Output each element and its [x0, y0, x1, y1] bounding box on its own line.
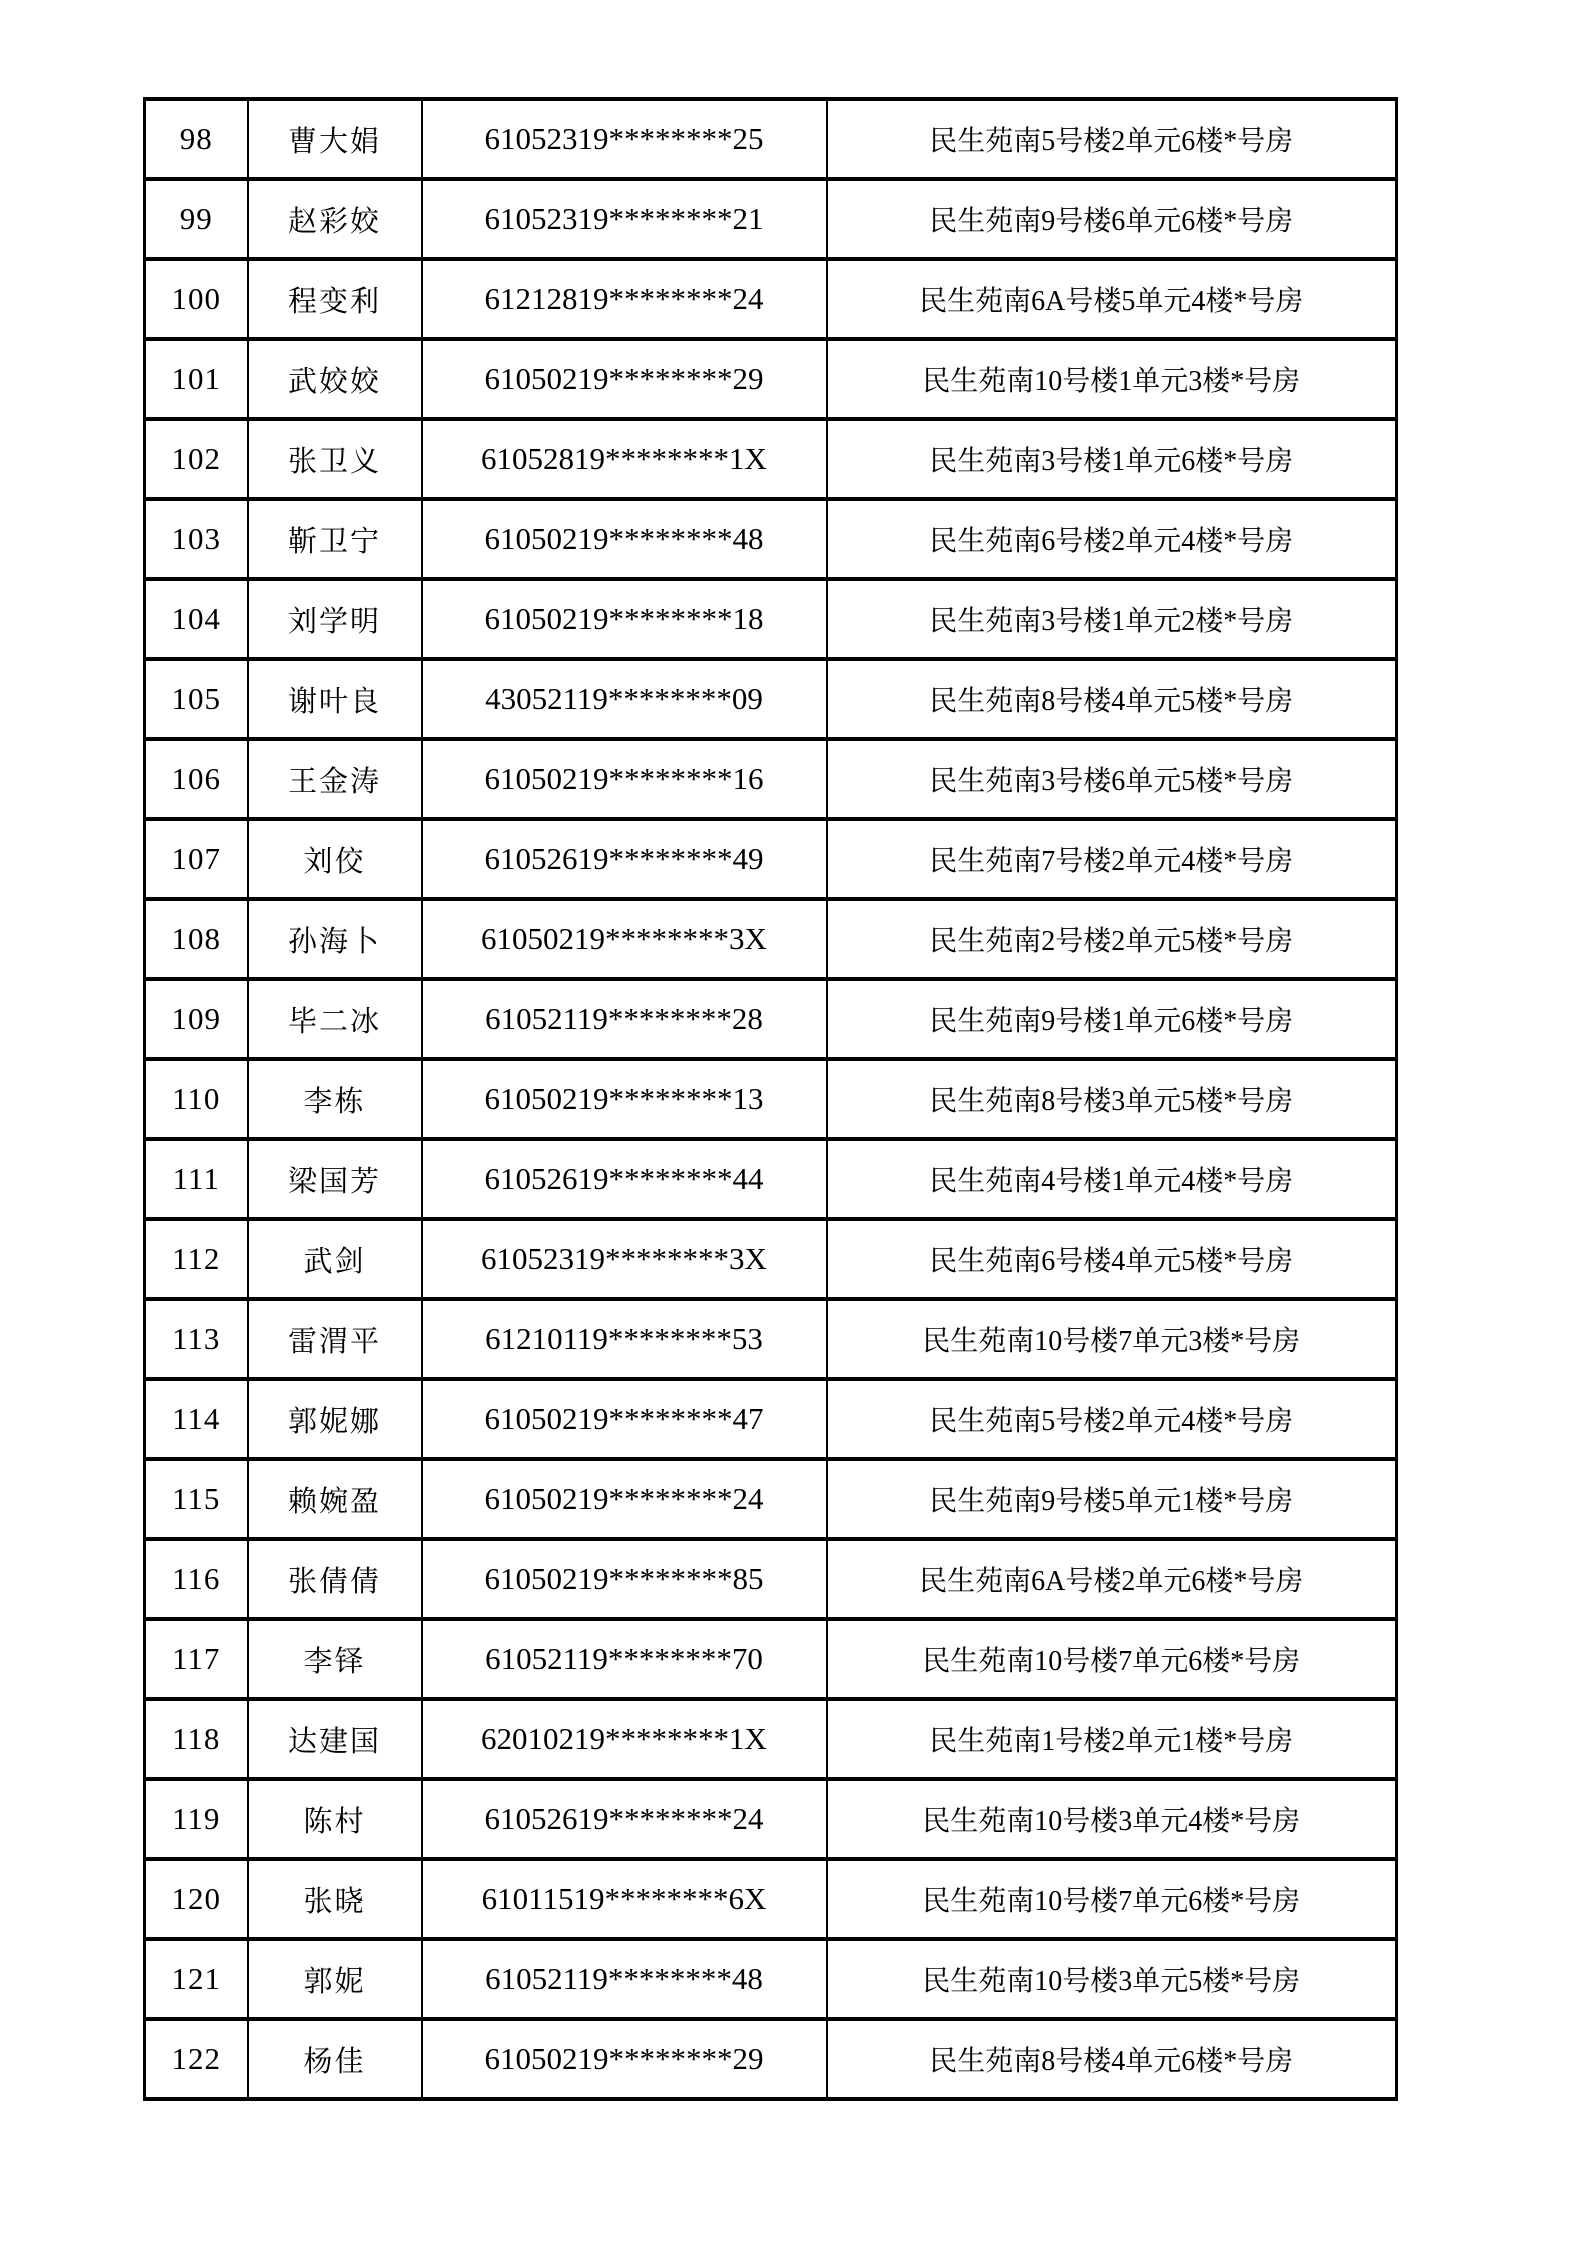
- table-row: [145, 819, 1397, 899]
- row-number-cell: 106: [145, 739, 248, 819]
- address-cell: 民生苑南6A号楼5单元4楼*号房: [827, 259, 1397, 339]
- name-cell: 李栋: [248, 1059, 422, 1139]
- name-cell: 刘佼: [248, 819, 422, 899]
- address-cell: 民生苑南10号楼3单元4楼*号房: [827, 1779, 1397, 1859]
- table-row: [145, 1219, 1397, 1299]
- id-number-cell: 61050219********47: [422, 1379, 827, 1459]
- address-cell: 民生苑南8号楼3单元5楼*号房: [827, 1059, 1397, 1139]
- row-number-cell: 111: [145, 1139, 248, 1219]
- roster-table-body: [145, 99, 1397, 2099]
- address-cell: 民生苑南10号楼7单元6楼*号房: [827, 1859, 1397, 1939]
- id-number-cell: 61050219********48: [422, 499, 827, 579]
- table-row: [145, 499, 1397, 579]
- row-number-cell: 101: [145, 339, 248, 419]
- name-cell: 张倩倩: [248, 1539, 422, 1619]
- row-number-cell: 105: [145, 659, 248, 739]
- id-number-cell: 43052119********09: [422, 659, 827, 739]
- address-cell: 民生苑南3号楼6单元5楼*号房: [827, 739, 1397, 819]
- name-cell: 程变利: [248, 259, 422, 339]
- address-cell: 民生苑南3号楼1单元6楼*号房: [827, 419, 1397, 499]
- name-cell: 陈村: [248, 1779, 422, 1859]
- row-number-cell: 109: [145, 979, 248, 1059]
- table-row: [145, 1539, 1397, 1619]
- name-cell: 张晓: [248, 1859, 422, 1939]
- row-number-cell: 114: [145, 1379, 248, 1459]
- table-row: [145, 179, 1397, 259]
- id-number-cell: 61052319********21: [422, 179, 827, 259]
- row-number-cell: 107: [145, 819, 248, 899]
- row-number-cell: 117: [145, 1619, 248, 1699]
- address-cell: 民生苑南10号楼7单元6楼*号房: [827, 1619, 1397, 1699]
- name-cell: 李铎: [248, 1619, 422, 1699]
- table-row: [145, 979, 1397, 1059]
- name-cell: 武剑: [248, 1219, 422, 1299]
- address-cell: 民生苑南9号楼5单元1楼*号房: [827, 1459, 1397, 1539]
- row-number-cell: 103: [145, 499, 248, 579]
- name-cell: 郭妮: [248, 1939, 422, 2019]
- id-number-cell: 61050219********85: [422, 1539, 827, 1619]
- id-number-cell: 61052119********48: [422, 1939, 827, 2019]
- row-number-cell: 116: [145, 1539, 248, 1619]
- name-cell: 雷渭平: [248, 1299, 422, 1379]
- row-number-cell: 122: [145, 2019, 248, 2099]
- id-number-cell: 61210119********53: [422, 1299, 827, 1379]
- table-row: [145, 1699, 1397, 1779]
- row-number-cell: 99: [145, 179, 248, 259]
- id-number-cell: 61052619********24: [422, 1779, 827, 1859]
- id-number-cell: 61050219********18: [422, 579, 827, 659]
- name-cell: 谢叶良: [248, 659, 422, 739]
- row-number-cell: 104: [145, 579, 248, 659]
- row-number-cell: 108: [145, 899, 248, 979]
- table-row: [145, 1299, 1397, 1379]
- table-row: [145, 259, 1397, 339]
- address-cell: 民生苑南1号楼2单元1楼*号房: [827, 1699, 1397, 1779]
- id-number-cell: 61052319********25: [422, 99, 827, 179]
- address-cell: 民生苑南6号楼2单元4楼*号房: [827, 499, 1397, 579]
- id-number-cell: 61052319********3X: [422, 1219, 827, 1299]
- table-row: [145, 1619, 1397, 1699]
- address-cell: 民生苑南4号楼1单元4楼*号房: [827, 1139, 1397, 1219]
- name-cell: 靳卫宁: [248, 499, 422, 579]
- table-row: [145, 419, 1397, 499]
- name-cell: 杨佳: [248, 2019, 422, 2099]
- table-row: [145, 1059, 1397, 1139]
- id-number-cell: 61050219********29: [422, 339, 827, 419]
- name-cell: 赖婉盈: [248, 1459, 422, 1539]
- id-number-cell: 61050219********16: [422, 739, 827, 819]
- row-number-cell: 115: [145, 1459, 248, 1539]
- row-number-cell: 121: [145, 1939, 248, 2019]
- name-cell: 毕二冰: [248, 979, 422, 1059]
- address-cell: 民生苑南3号楼1单元2楼*号房: [827, 579, 1397, 659]
- table-row: [145, 1859, 1397, 1939]
- table-row: [145, 99, 1397, 179]
- name-cell: 刘学明: [248, 579, 422, 659]
- row-number-cell: 120: [145, 1859, 248, 1939]
- id-number-cell: 62010219********1X: [422, 1699, 827, 1779]
- address-cell: 民生苑南5号楼2单元4楼*号房: [827, 1379, 1397, 1459]
- name-cell: 郭妮娜: [248, 1379, 422, 1459]
- address-cell: 民生苑南6号楼4单元5楼*号房: [827, 1219, 1397, 1299]
- table-row: [145, 739, 1397, 819]
- address-cell: 民生苑南9号楼6单元6楼*号房: [827, 179, 1397, 259]
- row-number-cell: 112: [145, 1219, 248, 1299]
- table-row: [145, 1379, 1397, 1459]
- id-number-cell: 61212819********24: [422, 259, 827, 339]
- table-row: [145, 659, 1397, 739]
- address-cell: 民生苑南5号楼2单元6楼*号房: [827, 99, 1397, 179]
- name-cell: 达建国: [248, 1699, 422, 1779]
- name-cell: 梁国芳: [248, 1139, 422, 1219]
- table-row: [145, 1939, 1397, 2019]
- row-number-cell: 113: [145, 1299, 248, 1379]
- name-cell: 赵彩姣: [248, 179, 422, 259]
- address-cell: 民生苑南7号楼2单元4楼*号房: [827, 819, 1397, 899]
- table-row: [145, 1779, 1397, 1859]
- table-row: [145, 579, 1397, 659]
- name-cell: 王金涛: [248, 739, 422, 819]
- table-row: [145, 1459, 1397, 1539]
- address-cell: 民生苑南10号楼7单元3楼*号房: [827, 1299, 1397, 1379]
- id-number-cell: 61052619********49: [422, 819, 827, 899]
- id-number-cell: 61050219********29: [422, 2019, 827, 2099]
- address-cell: 民生苑南2号楼2单元5楼*号房: [827, 899, 1397, 979]
- id-number-cell: 61052619********44: [422, 1139, 827, 1219]
- address-cell: 民生苑南9号楼1单元6楼*号房: [827, 979, 1397, 1059]
- name-cell: 武姣姣: [248, 339, 422, 419]
- table-row: [145, 1139, 1397, 1219]
- row-number-cell: 100: [145, 259, 248, 339]
- table-row: [145, 899, 1397, 979]
- name-cell: 曹大娟: [248, 99, 422, 179]
- row-number-cell: 98: [145, 99, 248, 179]
- row-number-cell: 102: [145, 419, 248, 499]
- row-number-cell: 118: [145, 1699, 248, 1779]
- table-row: [145, 339, 1397, 419]
- address-cell: 民生苑南8号楼4单元5楼*号房: [827, 659, 1397, 739]
- table-row: [145, 2019, 1397, 2099]
- name-cell: 张卫义: [248, 419, 422, 499]
- id-number-cell: 61050219********24: [422, 1459, 827, 1539]
- resident-roster-table: [143, 97, 1398, 2101]
- address-cell: 民生苑南8号楼4单元6楼*号房: [827, 2019, 1397, 2099]
- id-number-cell: 61052119********70: [422, 1619, 827, 1699]
- address-cell: 民生苑南6A号楼2单元6楼*号房: [827, 1539, 1397, 1619]
- name-cell: 孙海卜: [248, 899, 422, 979]
- id-number-cell: 61050219********13: [422, 1059, 827, 1139]
- id-number-cell: 61011519********6X: [422, 1859, 827, 1939]
- address-cell: 民生苑南10号楼1单元3楼*号房: [827, 339, 1397, 419]
- address-cell: 民生苑南10号楼3单元5楼*号房: [827, 1939, 1397, 2019]
- id-number-cell: 61052119********28: [422, 979, 827, 1059]
- id-number-cell: 61050219********3X: [422, 899, 827, 979]
- id-number-cell: 61052819********1X: [422, 419, 827, 499]
- row-number-cell: 119: [145, 1779, 248, 1859]
- row-number-cell: 110: [145, 1059, 248, 1139]
